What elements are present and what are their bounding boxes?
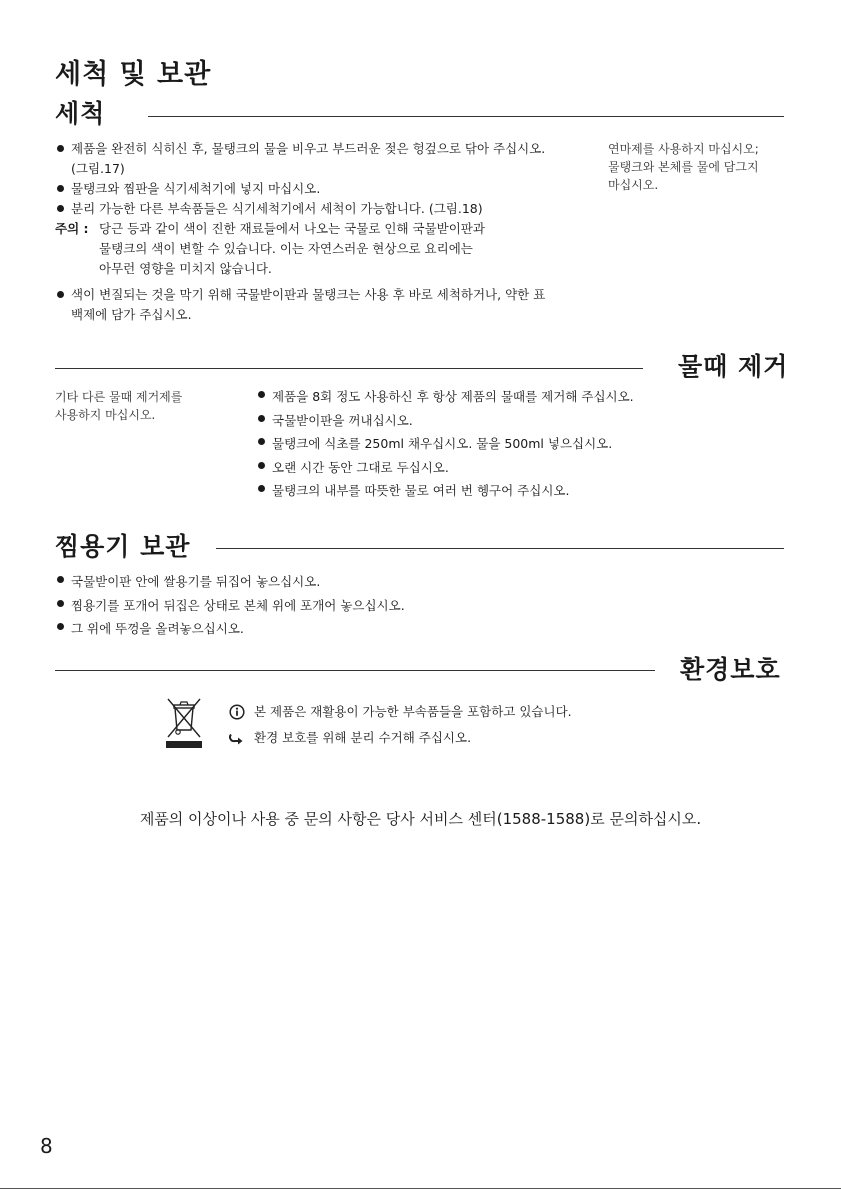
descaling-heading: 물때 제거 [678,352,789,381]
service-contact: 제품의 이상이나 사용 중 문의 사항은 당사 서비스 센터(1588-1588)로 문의하십시오. [139,810,702,828]
storage-list [55,570,655,641]
cleaning-item: 색이 변질되는 것을 막기 위해 국물받이판과 물탱크는 사용 후 바로 세척하거나, 약한 표백제에 담가 주십시오. [55,285,555,325]
cleaning-heading: 세척 [55,99,106,128]
cleaning-item: 물탱크와 찜판을 식기세척기에 넣지 마십시오. [55,179,555,199]
page-number: 8 [40,1134,53,1158]
side-note-line: 연마제를 사용하지 마십시오; [608,142,759,156]
cleaning-list-after [55,285,555,325]
cleaning-list [55,139,555,219]
storage-item: 국물받이판 안에 쌀용기를 뒤집어 놓으십시오. [55,570,655,594]
caution-label: 주의 : [55,221,89,236]
environment-text: 환경 보호를 위해 분리 수거해 주십시오. [254,730,472,745]
crossed-out-wheelie-bin-icon [164,697,204,749]
descaling-item: 오랜 시간 동안 그대로 두십시오. [256,456,776,480]
side-note-line: 기타 다른 물때 제거제를 [55,390,183,404]
environment-heading-rule [55,670,655,671]
descaling-item: 물탱크에 식초를 250ml 채우십시오. 물을 500ml 넣으십시오. [256,432,776,456]
descaling-item: 국물받이판을 꺼내십시오. [256,409,776,433]
caution-line: 아무런 영향을 미치지 않습니다. [99,261,272,276]
descaling-item: 제품을 8회 정도 사용하신 후 항상 제품의 물때를 제거해 주십시오. [256,385,776,409]
storage-heading-rule [216,548,784,549]
side-note-line: 사용하지 마십시오. [55,408,156,422]
storage-heading: 찜용기 보관 [55,532,191,561]
arrow-right-icon [228,729,246,747]
caution-line: 물탱크의 색이 변할 수 있습니다. 이는 자연스러운 현상으로 요리에는 [99,241,473,256]
descaling-heading-rule [55,368,643,369]
page-bottom-rule [0,1188,841,1189]
side-note-line: 마십시오. [608,178,659,192]
environment-heading: 환경보호 [680,655,781,684]
descaling-list [256,385,776,503]
storage-body [55,570,655,641]
cleaning-body [55,139,555,325]
cleaning-item: 분리 가능한 다른 부속품들은 식기세척기에서 세척이 가능합니다. (그림.18) [55,199,555,219]
info-icon [228,703,246,721]
caution-line: 당근 등과 같이 색이 진한 재료들에서 나오는 국물로 인해 국물받이판과 [99,221,485,236]
cleaning-side-note [608,140,808,194]
page-title: 세척 및 보관 [55,59,212,90]
storage-item: 찜용기를 포개어 뒤집은 상태로 본체 위에 포개어 놓으십시오. [55,594,655,618]
environment-line [228,701,708,723]
storage-item: 그 위에 뚜껑을 올려놓으십시오. [55,617,655,641]
caution-text [99,219,485,279]
environment-text: 본 제품은 재활용이 가능한 부속품들을 포함하고 있습니다. [254,704,572,719]
caution-note [55,219,555,279]
environment-body [228,701,708,749]
environment-line [228,727,708,749]
descaling-item: 물탱크의 내부를 따뜻한 물로 여러 번 헹구어 주십시오. [256,479,776,503]
cleaning-heading-rule [148,116,784,117]
descaling-side-note [55,388,225,424]
cleaning-item: 제품을 완전히 식히신 후, 물탱크의 물을 비우고 부드러운 젖은 헝겊으로 닦아 주십시오. (그림.17) [55,139,555,179]
side-note-line: 물탱크와 본체를 물에 담그지 [608,160,759,174]
descaling-body [256,385,776,503]
